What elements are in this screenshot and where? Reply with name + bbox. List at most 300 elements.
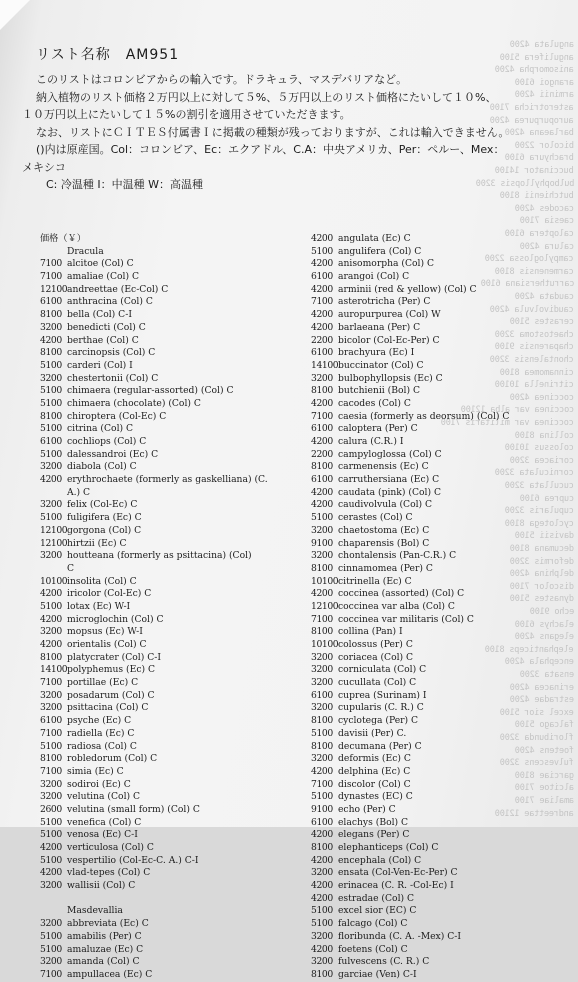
item-name: coriacea (Col) C <box>338 651 414 663</box>
genus-heading-masdevallia: Masdevallia <box>67 905 123 917</box>
item-price: 12100 <box>311 600 339 612</box>
item-price: 3200 <box>311 753 333 765</box>
item-name: bicolor (Col-Ec-Per) C <box>338 334 440 346</box>
item-name: fulvescens (C. R.) C <box>338 956 430 968</box>
item-price: 8100 <box>311 385 333 397</box>
bleed-line: collina 8100 <box>514 430 574 441</box>
bleed-line: caesia 7100 <box>519 216 574 227</box>
bleed-line: dynastes 5100 <box>510 594 574 605</box>
item-price: 8100 <box>311 461 333 473</box>
bleed-line: alcitoe 7100 <box>514 783 574 794</box>
list-item <box>40 626 305 639</box>
item-price: 4200 <box>311 588 333 600</box>
item-name: caudivolvula (Col) C <box>338 499 433 511</box>
item-name: chimaera (regular-assorted) (Col) C <box>67 385 234 397</box>
list-item <box>40 360 305 373</box>
item-name: discolor (Col) C <box>338 778 411 790</box>
item-name: elephanticeps (Col) C <box>338 842 439 853</box>
intro-cites-note: なお、リストにＣＩＴＥＳ付属書Ｉに掲載の種類が残っておりますが、これは輸入できません。 <box>36 125 510 139</box>
item-name: C <box>67 562 75 574</box>
item-price: 6100 <box>311 689 333 701</box>
bleed-line: encephala 4200 <box>505 657 574 668</box>
bleed-line: falcago 5100 <box>514 720 574 731</box>
item-price: 6100 <box>311 271 333 283</box>
list-item <box>40 652 305 665</box>
genus-heading-dracula: Dracula <box>67 245 104 257</box>
price-list-right-column <box>311 233 566 982</box>
list-item <box>311 880 566 893</box>
item-name: fuligifera (Ec) C <box>67 512 142 524</box>
bleed-line: coccinea 4200 <box>510 392 574 403</box>
list-title: リスト名称 AM951 <box>36 47 180 63</box>
item-name: vespertilio (Col-Ec-C. A.) C-I <box>67 854 199 866</box>
item-price: 4200 <box>40 588 62 600</box>
item-name: caesia (formerly as deorsum) (Col) C <box>338 410 510 422</box>
item-name: robledorum (Col) C <box>67 753 158 765</box>
list-item <box>40 855 305 868</box>
bleed-line: angulata 4200 <box>510 40 574 50</box>
item-name: calura (C.R.) I <box>338 436 404 447</box>
list-item <box>40 956 305 969</box>
list-item <box>311 499 566 512</box>
item-name: diabola (Col) C <box>67 461 137 473</box>
item-price: 4200 <box>311 233 333 244</box>
bleed-line: caudata 4200 <box>514 292 574 302</box>
list-item <box>40 867 305 880</box>
list-item <box>311 398 566 411</box>
item-name: amaliae (Col) C <box>67 271 139 283</box>
bleed-line: coccinea var militaris 7100 <box>441 418 574 428</box>
bleed-line: campyloglossa 2200 <box>485 254 574 265</box>
bleed-line: carmenensis 8100 <box>495 266 574 277</box>
item-name: psyche (Ec) C <box>67 715 132 727</box>
intro-discount-note-cont: １０万円以上にたいして１５%の割引を適用させていただきます。 <box>22 108 351 121</box>
list-item <box>40 969 305 982</box>
list-item <box>40 944 305 957</box>
item-price: 3200 <box>311 930 333 942</box>
item-price: 3200 <box>40 778 62 790</box>
item-price: 4200 <box>40 639 62 650</box>
item-name: bulbophyllopsis (Ec) C <box>338 372 443 384</box>
list-item <box>40 487 305 500</box>
item-price: 3200 <box>40 702 62 714</box>
item-price: 3200 <box>40 918 62 930</box>
list-item <box>311 360 566 373</box>
bleed-line: bulbophyllopsis 3200 <box>475 178 574 189</box>
list-item <box>311 296 566 309</box>
item-price: 8100 <box>311 968 333 980</box>
item-price: 4200 <box>311 499 333 511</box>
item-name: butchienii (Bol) C <box>338 385 420 397</box>
item-name: chestertonii (Col) C <box>67 372 159 384</box>
item-price: 4200 <box>311 486 333 498</box>
list-item <box>311 842 566 855</box>
list-item <box>311 766 566 779</box>
item-name: psittacina (Col) C <box>67 702 149 714</box>
item-price: 2200 <box>311 448 333 460</box>
item-price: 6100 <box>40 436 62 447</box>
item-price: 4200 <box>311 436 333 447</box>
item-name: vlad-tepes (Col) C <box>67 867 151 879</box>
item-name: cacodes (Col) C <box>338 397 411 409</box>
list-item <box>40 563 305 576</box>
item-name: garciae (Ven) C-I <box>338 968 417 980</box>
bleed-line: elegans 4200 <box>514 632 574 643</box>
item-name: barlaeana (Per) C <box>338 321 421 333</box>
bleed-line: discolor 7100 <box>510 581 574 592</box>
bleed-line: floribunda 3200 <box>500 733 574 743</box>
item-price: 7100 <box>40 677 62 689</box>
item-name: foetens (Col) C <box>338 943 408 955</box>
list-item <box>40 677 305 690</box>
item-name: excel sior (EC) C <box>338 905 417 917</box>
item-price: 14100 <box>40 664 68 676</box>
list-item <box>40 309 305 322</box>
bleed-line: anisomorpha 4200 <box>495 65 574 76</box>
item-name: carderi (Col) I <box>67 359 133 371</box>
list-item <box>311 474 566 487</box>
list-item <box>311 931 566 944</box>
list-item <box>311 284 566 297</box>
item-price: 7100 <box>40 968 62 980</box>
list-item <box>311 779 566 792</box>
item-name: arangoi (Col) C <box>338 271 410 283</box>
list-item <box>311 715 566 728</box>
item-price: 8100 <box>311 715 333 727</box>
bleed-line: caudivolvula 4200 <box>490 304 574 315</box>
item-name: angulifera (Col) C <box>338 245 422 257</box>
bleed-line: citrinella 10100 <box>495 380 574 391</box>
item-price: 5100 <box>40 448 62 460</box>
item-name: asterotricha (Per) C <box>338 296 431 308</box>
bleed-line: cerastes 5100 <box>510 317 574 328</box>
item-name: cerastes (Col) C <box>338 512 413 524</box>
item-price: 6100 <box>311 347 333 359</box>
list-item <box>40 499 305 512</box>
intro-origin-key: ()内は原産国。Col：コロンビア、Ec：エクアドル、C.A：中央アメリカ、Per：ペルー、Mex： <box>36 143 505 156</box>
item-name: amanda (Col) C <box>67 956 140 968</box>
item-name: erythrochaete (formerly as gaskelliana) (C. <box>67 474 268 486</box>
item-price: 3200 <box>311 867 333 879</box>
bleed-line: coccinea var alba 12100 <box>460 405 574 416</box>
item-name: mopsus (Ec) W-I <box>67 626 143 638</box>
item-name: velutina (small form) (Col) C <box>67 803 200 815</box>
item-name: cochliops (Col) C <box>67 436 147 447</box>
item-price: 8100 <box>40 309 62 321</box>
item-price: 4200 <box>311 397 333 409</box>
item-name: cupularis (C. R.) C <box>338 702 424 714</box>
list-item <box>40 829 305 842</box>
item-price: 5100 <box>40 385 62 397</box>
item-name: andreettae (Ec-Col) C <box>67 283 169 295</box>
item-price: 5100 <box>40 943 62 955</box>
item-price: 7100 <box>311 410 333 422</box>
list-item <box>311 664 566 677</box>
list-item <box>40 690 305 703</box>
item-price: 7100 <box>40 727 62 739</box>
item-name: chaparensis (Bol) C <box>338 537 430 549</box>
bleed-line: decumana 8100 <box>510 544 574 554</box>
bleed-line: corniculata 3200 <box>495 468 574 479</box>
item-name: encephala (Col) C <box>338 854 422 866</box>
item-price: 4200 <box>311 309 333 321</box>
bleed-line: chaparensis 9100 <box>495 342 574 353</box>
item-price: 3200 <box>40 626 62 638</box>
item-price: 3200 <box>40 550 62 562</box>
list-item <box>40 436 305 449</box>
item-price: 7100 <box>311 613 333 625</box>
item-price: 12100 <box>40 537 68 549</box>
item-name: davisii (Per) C. <box>338 727 407 739</box>
item-price: 8100 <box>311 842 333 853</box>
temperature-legend: C: 冷温種 I：中温種 W：高温種 <box>46 178 203 191</box>
item-price: 3200 <box>311 524 333 536</box>
item-price: 5100 <box>311 918 333 930</box>
item-name: corniculata (Col) C <box>338 664 427 676</box>
bleed-line: chontalensis 3200 <box>490 355 574 365</box>
item-name: anisomorpha (Col) C <box>338 258 435 270</box>
item-price: 5100 <box>40 423 62 435</box>
price-list-left-column <box>40 233 305 982</box>
item-name: carcinopsis (Col) C <box>67 347 156 359</box>
item-price: 3200 <box>40 461 62 473</box>
list-item <box>40 766 305 779</box>
item-price: 3200 <box>311 550 333 562</box>
bleed-line: elephanticeps 8100 <box>485 644 574 655</box>
item-name: venefica (Col) C <box>67 816 142 828</box>
item-price: 6100 <box>40 715 62 727</box>
list-item <box>40 335 305 348</box>
item-price: 3200 <box>40 689 62 701</box>
item-name: collina (Pan) I <box>338 626 403 638</box>
item-price: 4200 <box>40 613 62 625</box>
item-name: posadarum (Col) C <box>67 689 155 701</box>
item-name: benedicti (Col) C <box>67 321 146 333</box>
bleed-line: barlaeana 4200 <box>505 128 574 139</box>
item-name: abbreviata (Ec) C <box>67 918 149 930</box>
item-name: estradae (Col) C <box>338 892 415 904</box>
item-price: 5100 <box>40 829 62 841</box>
item-price: 8100 <box>40 410 62 422</box>
list-item <box>40 614 305 627</box>
list-item <box>40 398 305 411</box>
item-price: 7100 <box>40 258 62 270</box>
item-price: 5100 <box>40 397 62 409</box>
list-item <box>40 576 305 589</box>
list-item <box>311 918 566 931</box>
item-price: 4200 <box>311 321 333 333</box>
item-price: 4200 <box>311 854 333 866</box>
list-item <box>311 626 566 639</box>
item-price: 6100 <box>311 816 333 828</box>
item-price: 7100 <box>311 296 333 308</box>
item-name: floribunda (C. A. -Mex) C-I <box>338 930 461 942</box>
item-price: 3200 <box>40 791 62 803</box>
masdevallia-list-right <box>311 233 566 982</box>
item-name: erinacea (C. R. -Col-Ec) I <box>338 880 454 892</box>
item-price: 8100 <box>311 562 333 574</box>
item-name: citrina (Col) C <box>67 423 134 435</box>
list-item <box>311 905 566 918</box>
folded-corner <box>0 0 30 30</box>
item-name: anthracina (Col) C <box>67 296 153 308</box>
item-name: ensata (Col-Ven-Ec-Per) C <box>338 867 458 879</box>
item-price: 5100 <box>40 740 62 752</box>
list-item <box>311 512 566 525</box>
list-item <box>40 588 305 601</box>
bleed-line: cinnamomea 8100 <box>500 367 574 378</box>
list-item <box>311 550 566 563</box>
item-price: 9100 <box>311 537 333 549</box>
bleed-line: brachyura 6100 <box>505 153 574 164</box>
item-name: brachyura (Ec) I <box>338 347 415 359</box>
item-price: 3200 <box>40 499 62 511</box>
item-name: microglochin (Col) C <box>67 613 164 625</box>
item-price: 12100 <box>40 283 68 295</box>
bleed-line: buccinator 14100 <box>495 166 574 176</box>
item-name: colossus (Per) C <box>338 639 413 650</box>
list-item <box>311 335 566 348</box>
item-price: 10100 <box>311 639 339 650</box>
item-price: 5100 <box>311 512 333 524</box>
item-name: chimaera (chocolate) (Col) C <box>67 397 201 409</box>
bleed-line: cuprea 6100 <box>519 493 574 504</box>
item-name: verticulosa (Col) C <box>67 842 154 853</box>
price-header: 価格（￥） <box>40 233 86 244</box>
list-item <box>40 880 305 893</box>
list-item <box>311 829 566 842</box>
list-item <box>40 601 305 614</box>
bleed-line: estradae 4200 <box>510 695 574 706</box>
bleed-line: fulvescens 3200 <box>500 758 574 769</box>
list-item <box>40 525 305 538</box>
item-price: 5100 <box>40 854 62 866</box>
bleed-line: bicolor 2200 <box>514 140 574 151</box>
item-name: caudata (pink) (Col) C <box>338 486 442 498</box>
item-price: 5100 <box>311 905 333 917</box>
list-item <box>311 347 566 360</box>
item-name: decumana (Per) C <box>338 740 422 752</box>
item-name: sodiroi (Ec) C <box>67 778 131 790</box>
item-name: insolita (Col) C <box>67 575 137 587</box>
bleed-line: arminii 4200 <box>514 90 574 101</box>
item-name: hirtzii (Ec) C <box>67 537 127 549</box>
list-item <box>311 233 566 246</box>
item-name: berthae (Col) C <box>67 334 139 346</box>
list-item <box>40 779 305 792</box>
list-item <box>311 246 566 259</box>
bleed-line: elachys 6100 <box>514 619 574 630</box>
list-item <box>40 474 305 487</box>
item-name: coccinea var militaris (Col) C <box>338 613 474 625</box>
list-item <box>311 576 566 589</box>
item-price: 5100 <box>40 359 62 371</box>
item-name: cyclotega (Per) C <box>338 715 419 727</box>
list-item <box>40 741 305 754</box>
list-item <box>40 347 305 360</box>
item-price: 8100 <box>40 347 62 359</box>
bleed-line: carruthersiana 6100 <box>480 279 574 290</box>
list-item <box>311 487 566 500</box>
item-price: 5100 <box>40 930 62 942</box>
item-name: A.) C <box>67 486 91 498</box>
list-item <box>311 791 566 804</box>
bleed-line: chaetostoma 3200 <box>495 329 574 340</box>
item-name: carruthersiana (Ec) C <box>338 474 440 486</box>
list-item <box>40 411 305 424</box>
item-name: orientalis (Col) C <box>67 639 147 650</box>
item-price: 4200 <box>311 943 333 955</box>
bleed-line: delphina 4200 <box>510 569 574 580</box>
list-item <box>311 956 566 969</box>
bleed-line: echo 9100 <box>529 607 574 617</box>
item-name: lotax (Ec) W-I <box>67 600 131 612</box>
item-name: echo (Per) C <box>338 803 396 815</box>
item-name: coccinea (assorted) (Col) C <box>338 588 465 600</box>
bleed-line: butchienii 8100 <box>500 191 574 202</box>
bleed-line: foetens 4200 <box>514 745 574 756</box>
bleed-line: arangoi 6100 <box>514 77 574 88</box>
intro-discount-note: 納入植物のリスト価格２万円以上に対して５%、５万円以上のリスト価格にたいして１０%、 <box>36 90 497 104</box>
item-name: bella (Col) C-I <box>67 309 132 321</box>
item-price: 5100 <box>311 245 333 257</box>
list-item <box>311 867 566 880</box>
item-price: 8100 <box>311 740 333 752</box>
item-name: felix (Col-Ec) C <box>67 499 138 511</box>
list-item <box>40 322 305 335</box>
intro-origin-key-cont: メキシコ <box>22 160 66 174</box>
list-item <box>40 550 305 563</box>
item-name: wallisii (Col) C <box>67 880 136 892</box>
bleed-line: davisii 5100 <box>514 531 574 542</box>
bleed-line: cucullata 3200 <box>505 481 574 491</box>
item-price: 7100 <box>311 778 333 790</box>
bleed-line: calura 4200 <box>519 241 574 252</box>
list-item <box>40 385 305 398</box>
item-price: 8100 <box>40 753 62 765</box>
list-item <box>40 791 305 804</box>
item-price: 8100 <box>311 626 333 638</box>
list-item <box>40 538 305 551</box>
intro-import-note: このリストはコロンビアからの輸入です。ドラキュラ、マスデバリアなど。 <box>36 73 408 86</box>
item-name: chaetostoma (Ec) C <box>338 524 430 536</box>
item-price: 3200 <box>40 956 62 968</box>
list-item <box>40 702 305 715</box>
item-name: delphina (Ec) C <box>338 765 411 777</box>
item-price: 5100 <box>311 727 333 739</box>
item-name: dynastes (EC) C <box>338 791 413 803</box>
list-item <box>311 690 566 703</box>
item-name: gorgona (Col) C <box>67 524 142 536</box>
item-price: 3200 <box>311 956 333 968</box>
item-price: 4200 <box>311 829 333 841</box>
list-item <box>40 918 305 931</box>
item-price: 10100 <box>311 575 339 587</box>
item-name: cucullata (Col) C <box>338 677 417 689</box>
list-item <box>311 677 566 690</box>
list-item <box>311 728 566 741</box>
item-price: 6100 <box>311 423 333 435</box>
list-item <box>40 461 305 474</box>
item-name: venosa (Ec) C-I <box>67 829 138 841</box>
item-name: chontalensis (Pan-C.R.) C <box>338 550 457 562</box>
list-item <box>40 423 305 436</box>
item-name: cinnamomea (Per) C <box>338 562 433 574</box>
item-name: houtteana (formerly as psittacina) (Col) <box>67 550 252 562</box>
item-name: falcago (Col) C <box>338 918 408 930</box>
item-name: carmenensis (Ec) C <box>338 461 429 473</box>
list-item <box>311 436 566 449</box>
